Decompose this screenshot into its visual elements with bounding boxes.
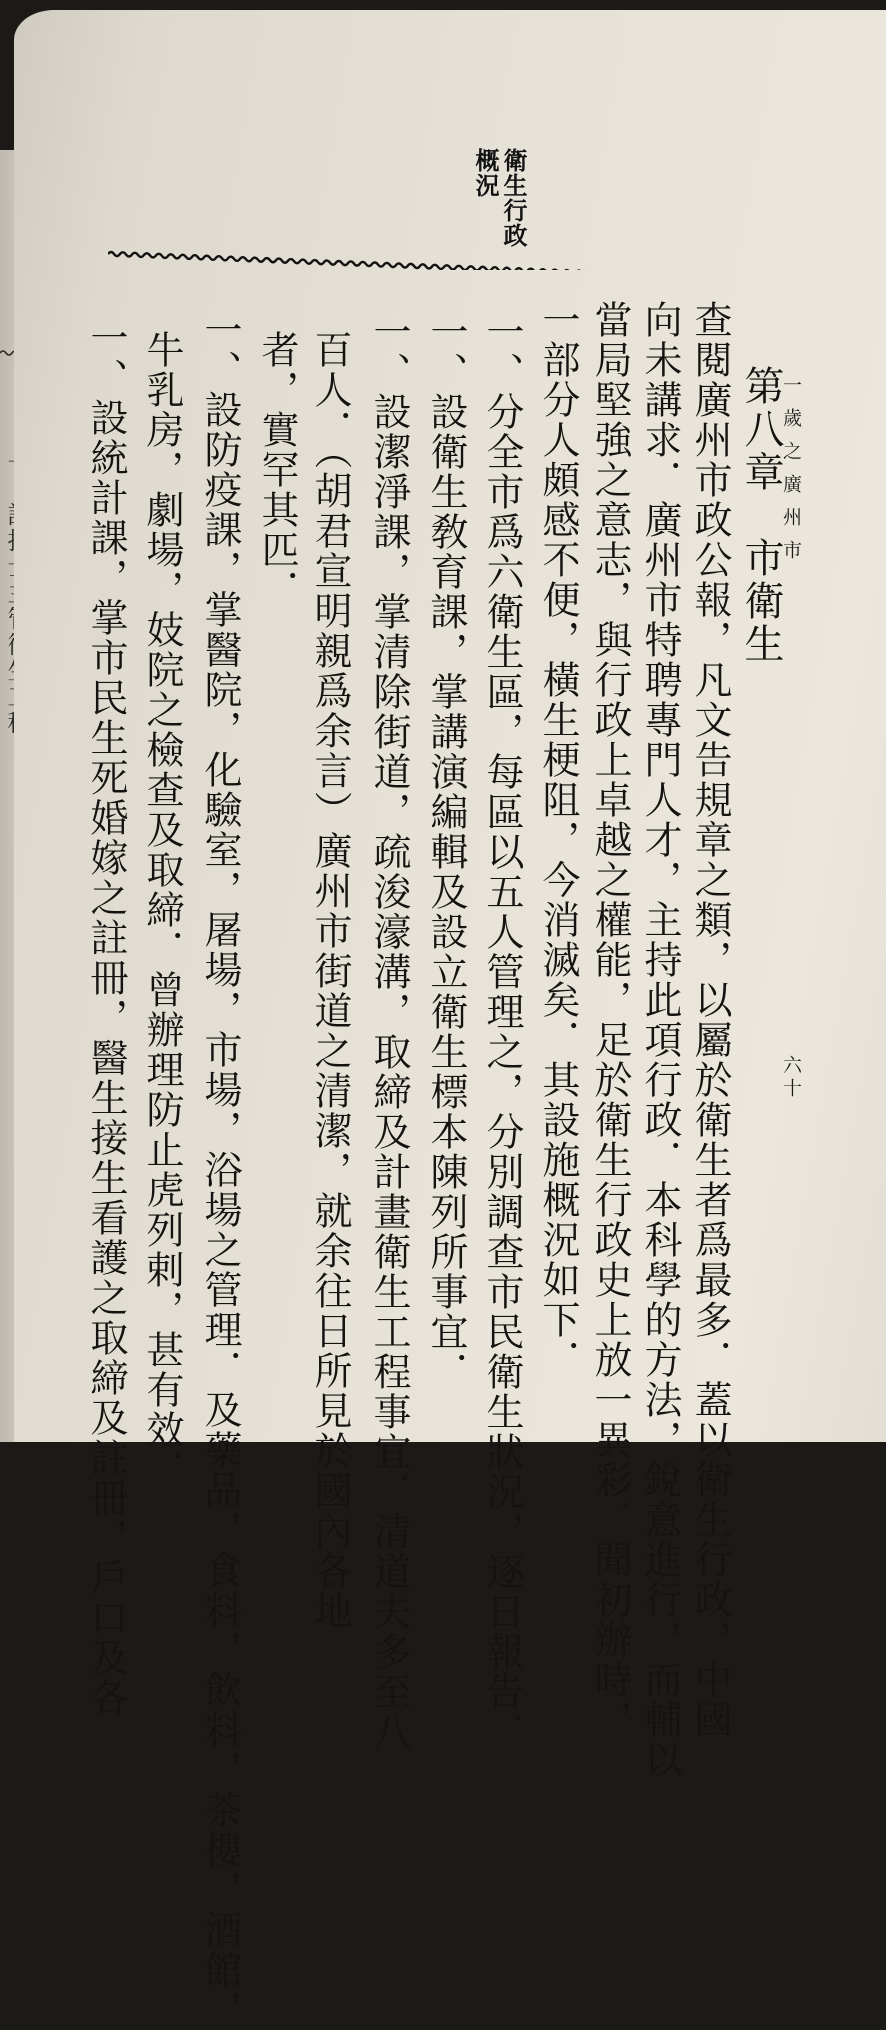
text-column-1: 查閱廣州市政公報，凡文告規章之類，以屬於衛生者爲最多．蓋以衛生行政，中國 [688, 300, 732, 1740]
text-column-3: 當局堅強之意志，與行政上卓越之權能，足於衛生行政史上放一異彩．聞初辦時， [588, 300, 632, 1740]
text-column-2: 向未講求．廣州市特聘專門人才，主持此項行政．本科學的方法，銳意進行，而輔以 [638, 300, 682, 1780]
text-column-7: 一、設潔淨課，掌清除街道，疏浚濠溝，取締及計畫衛生工程事宜．清道夫多至八 [367, 312, 411, 1752]
text-column-8: 百人．（胡君宣明親爲余言）廣州市街道之清潔，就余往日所見於國內各地 [308, 330, 352, 1631]
running-header: 一歲之廣州市 [780, 375, 802, 573]
side-title-line-2: 概況 [471, 148, 500, 198]
page-number: 六十 [780, 1055, 802, 1101]
text-column-6: 一、設衛生敎育課，掌講演編輯及設立衛生標本陳列所事宜． [424, 312, 468, 1392]
text-column-12: 一、設統計課，掌市民生死婚嫁之註冊，醫生接生看護之取締及註冊，戶口及各 [84, 318, 128, 1718]
text-column-10: 一、設防疫課，掌醫院，化驗室，屠場，市場，浴場之管理．及藥品，食料，飲料，茶樓，酒館， [198, 310, 242, 2030]
side-title-line-1: 衛生行政 [499, 148, 528, 248]
section-divider-rule [108, 240, 768, 270]
text-column-11: 牛乳房，劇場，妓院之檢查及取締．曾辦理防止虎列剌，甚有效． [140, 330, 184, 1490]
text-column-9: 者，實罕其匹． [255, 330, 299, 610]
text-column-5: 一、分全市爲六衛生區，每區以五人管理之，分別調查市民衛生狀況，逐日報告． [480, 312, 524, 1752]
text-column-4: 一部分人頗感不便，橫生梗阻，今消滅矣．其設施概況如下． [536, 300, 580, 1380]
chapter-heading: 第八章 市衛生 [738, 365, 784, 666]
